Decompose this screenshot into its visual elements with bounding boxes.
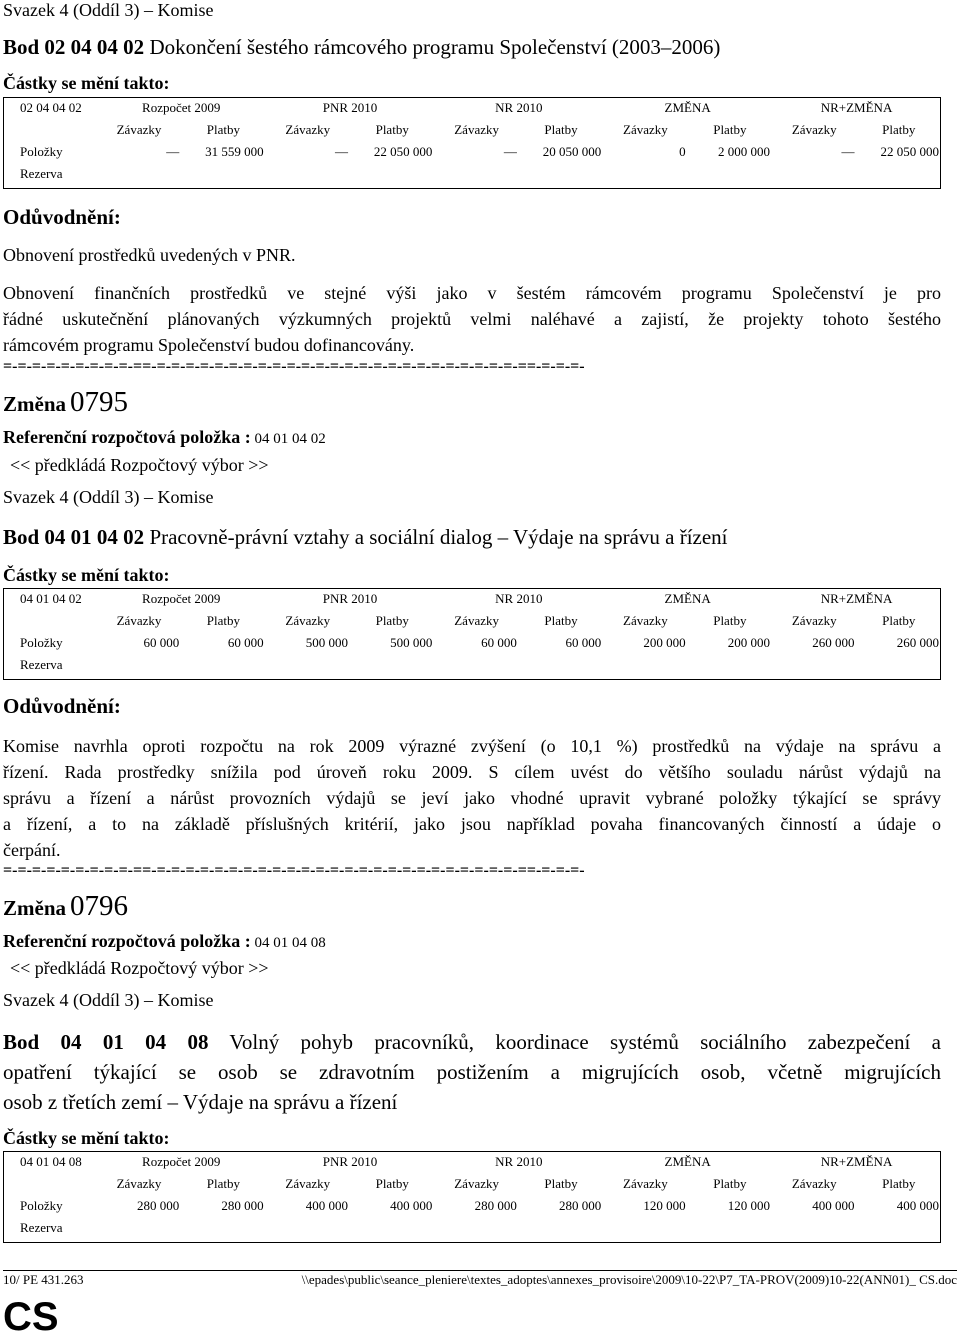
footer-page-ref: 10/ PE 431.263: [3, 1272, 84, 1287]
group-header: ZMĚNA: [664, 1154, 711, 1169]
group-header: PNR 2010: [322, 1154, 378, 1169]
group-header: PNR 2010: [322, 100, 378, 115]
sub-header: Závazky: [623, 1176, 668, 1191]
cell-value: 280 000: [221, 1198, 264, 1213]
cell-value: 31 559 000: [205, 144, 264, 159]
sub-header: Platby: [882, 122, 916, 137]
proposer-line: << předkládá Rozpočtový výbor >>: [10, 455, 269, 475]
paragraph-line: rámcovém programu Společenství budou dofinancovány.: [3, 335, 415, 355]
change-heading: [3, 386, 128, 419]
footer-file-path: \\epades\public\seance_pleniere\textes_adoptes\annexes_provisoire\2009\10-22\P7_TA-PROV(2009)10-22(ANN01)_ CS.doc: [301, 1272, 957, 1287]
sub-header: Platby: [713, 1176, 747, 1191]
item-code: Bod 02 04 04 02: [3, 35, 145, 59]
paragraph-line: čerpání.: [3, 840, 61, 860]
group-header: Rozpočet 2009: [142, 591, 221, 606]
paragraph-line: řádné uskutečnění plánovaných výzkumných projektů velmi naléhavé a zajistí, že projekty tohoto šestého: [3, 309, 941, 329]
cell-value: 400 000: [896, 1198, 939, 1213]
cell-value: 120 000: [643, 1198, 686, 1213]
cell-value: 280 000: [474, 1198, 517, 1213]
cell-value: 500 000: [390, 635, 433, 650]
justification-text: Obnovení prostředků uvedených v PNR.: [3, 245, 296, 265]
item-title: [3, 1027, 941, 1117]
sub-header: Závazky: [454, 1176, 499, 1191]
change-label: Změna: [3, 896, 66, 920]
cell-value: 120 000: [727, 1198, 771, 1213]
cell-value: 280 000: [558, 1198, 602, 1213]
table-border: [3, 588, 941, 680]
cell-value: 60 000: [227, 635, 264, 650]
row-label: Položky: [20, 635, 63, 650]
group-header: NR+ZMĚNA: [820, 100, 893, 115]
sub-header: Závazky: [791, 122, 837, 137]
cell-value: 0: [679, 144, 686, 159]
sub-header: Platby: [206, 613, 241, 628]
amounts-heading: Částky se mění takto:: [3, 73, 170, 93]
sub-header: Závazky: [454, 122, 499, 137]
title-line: osob z třetích zemí – Výdaje na správu a řízení: [3, 1090, 398, 1114]
footer-rule: [3, 1270, 957, 1271]
sub-header: Platby: [713, 122, 747, 137]
justification-paragraph: [3, 733, 941, 863]
cell-value: —: [166, 144, 180, 159]
group-header: PNR 2010: [322, 591, 378, 606]
change-heading: [3, 890, 128, 923]
justification-heading: Odůvodnění:: [3, 694, 121, 718]
table-border: [3, 97, 941, 189]
table-code: 02 04 04 02: [20, 100, 82, 115]
sub-header: Platby: [544, 122, 578, 137]
cell-value: 260 000: [896, 635, 939, 650]
sub-header: Závazky: [285, 613, 331, 628]
sub-header: Závazky: [791, 613, 837, 628]
sub-header: Závazky: [623, 122, 668, 137]
row-label: Rezerva: [20, 1220, 63, 1235]
sub-header: Závazky: [116, 613, 162, 628]
sub-header: Závazky: [623, 613, 668, 628]
group-header: NR 2010: [495, 591, 543, 606]
separator: =-=-=-=-=-=-=-=-=-==-=-=-=-=-=-=-=-=-=-=-=-=-=-=-=-=-=-=-=-=-=-=-=-=-=-==-=-=-=-: [3, 358, 585, 375]
section-heading: Svazek 4 (Oddíl 3) – Komise: [3, 487, 214, 507]
cell-value: 22 050 000: [880, 144, 939, 159]
item-title-text: Dokončení šestého rámcového programu Společenství (2003–2006): [144, 35, 721, 59]
sub-header: Závazky: [116, 122, 162, 137]
item-title-text: Volný pohyb pracovníků, koordinace systémů sociálního zabezpečení a: [208, 1030, 941, 1054]
cell-value: —: [335, 144, 349, 159]
section-heading: Svazek 4 (Oddíl 3) – Komise: [3, 990, 214, 1010]
row-label: Položky: [20, 1198, 63, 1213]
paragraph-line: Komise navrhla oproti rozpočtu na rok 2009 výrazné zvýšení (o 10,1 %) prostředků na výdaje na správu a: [3, 736, 941, 756]
sub-header: Platby: [375, 613, 409, 628]
cell-value: 60 000: [481, 635, 517, 650]
cell-value: —: [841, 144, 855, 159]
item-title: [3, 35, 720, 60]
paragraph-line: a řízení, a to na základě příslušných kritérií, jako jsou například povaha financovaných činností a údaje o: [3, 814, 941, 834]
item-code: Bod 04 01 04 02: [3, 525, 145, 549]
sub-header: Závazky: [116, 1176, 162, 1191]
group-header: Rozpočet 2009: [142, 1154, 221, 1169]
section-heading: Svazek 4 (Oddíl 3) – Komise: [3, 0, 214, 20]
cell-value: 22 050 000: [373, 144, 433, 159]
amounts-heading: Částky se mění takto:: [3, 1128, 170, 1148]
paragraph-line: Obnovení finančních prostředků ve stejné výši jako v šestém rámcovém programu Společenství je pro: [3, 283, 941, 303]
table-border: [3, 1151, 941, 1243]
proposer-line: << předkládá Rozpočtový výbor >>: [10, 958, 269, 978]
sub-header: Platby: [544, 613, 578, 628]
reference-value: 04 01 04 08: [250, 935, 326, 951]
sub-header: Platby: [375, 1176, 409, 1191]
paragraph-line: správu a řízení a nárůst provozních výdajů se jeví jako vhodné upravit vybrané položky týkající se správy: [3, 788, 941, 808]
group-header: NR 2010: [495, 1154, 543, 1169]
group-header: ZMĚNA: [664, 100, 711, 115]
sub-header: Platby: [206, 122, 241, 137]
sub-header: Závazky: [285, 1176, 331, 1191]
cell-value: —: [503, 144, 517, 159]
sub-header: Platby: [713, 613, 747, 628]
group-header: NR 2010: [495, 100, 543, 115]
sub-header: Závazky: [791, 1176, 837, 1191]
reference-label: Referenční rozpočtová položka :: [3, 427, 251, 447]
cell-value: 60 000: [565, 635, 602, 650]
sub-header: Platby: [882, 1176, 916, 1191]
row-label: Rezerva: [20, 657, 63, 672]
cell-value: 2 000 000: [718, 144, 771, 159]
language-code: CS: [3, 1295, 59, 1339]
cell-value: 200 000: [643, 635, 686, 650]
cell-value: 60 000: [143, 635, 180, 650]
justification-paragraph: [3, 280, 941, 358]
sub-header: Platby: [544, 1176, 578, 1191]
change-number: 0795: [70, 386, 128, 418]
cell-value: 400 000: [305, 1198, 349, 1213]
cell-value: 20 050 000: [542, 144, 602, 159]
sub-header: Závazky: [454, 613, 499, 628]
amounts-heading: Částky se mění takto:: [3, 565, 170, 585]
row-label: Položky: [20, 144, 63, 159]
reference-line: [3, 931, 326, 952]
item-title-text: Pracovně-právní vztahy a sociální dialog – Výdaje na správu a řízení: [144, 525, 728, 549]
justification-heading: Odůvodnění:: [3, 205, 121, 229]
change-label: Změna: [3, 392, 66, 416]
table-code: 04 01 04 08: [20, 1154, 82, 1169]
item-code: Bod 04 01 04 08: [3, 1030, 209, 1054]
cell-value: 500 000: [305, 635, 349, 650]
item-title: [3, 525, 728, 550]
sub-header: Závazky: [285, 122, 331, 137]
reference-value: 04 01 04 02: [250, 431, 326, 447]
group-header: NR+ZMĚNA: [820, 591, 893, 606]
title-line: [3, 1027, 941, 1057]
sub-header: Platby: [375, 122, 409, 137]
sub-header: Platby: [882, 613, 916, 628]
group-header: NR+ZMĚNA: [820, 1154, 893, 1169]
reference-label: Referenční rozpočtová položka :: [3, 931, 251, 951]
cell-value: 260 000: [812, 635, 855, 650]
group-header: ZMĚNA: [664, 591, 711, 606]
table-code: 04 01 04 02: [20, 591, 82, 606]
cell-value: 400 000: [812, 1198, 855, 1213]
reference-line: [3, 427, 326, 448]
change-number: 0796: [70, 890, 128, 922]
paragraph-line: řízení. Rada prostředky snížila pod úroveň roku 2009. S cílem uvést do většího souladu nárůst výdajů na: [3, 762, 941, 782]
title-line: opatření týkající se osob se zdravotním postižením a migrujících osob, včetně migrujících: [3, 1060, 941, 1084]
sub-header: Platby: [206, 1176, 241, 1191]
row-label: Rezerva: [20, 166, 63, 181]
separator: =-=-=-=-=-=-=-=-=-==-=-=-=-=-=-=-=-=-=-=-=-=-=-=-=-=-=-=-=-=-=-=-=-=-=-==-=-=-=-: [3, 862, 585, 879]
group-header: Rozpočet 2009: [142, 100, 221, 115]
cell-value: 400 000: [390, 1198, 433, 1213]
cell-value: 280 000: [136, 1198, 180, 1213]
cell-value: 200 000: [727, 635, 771, 650]
